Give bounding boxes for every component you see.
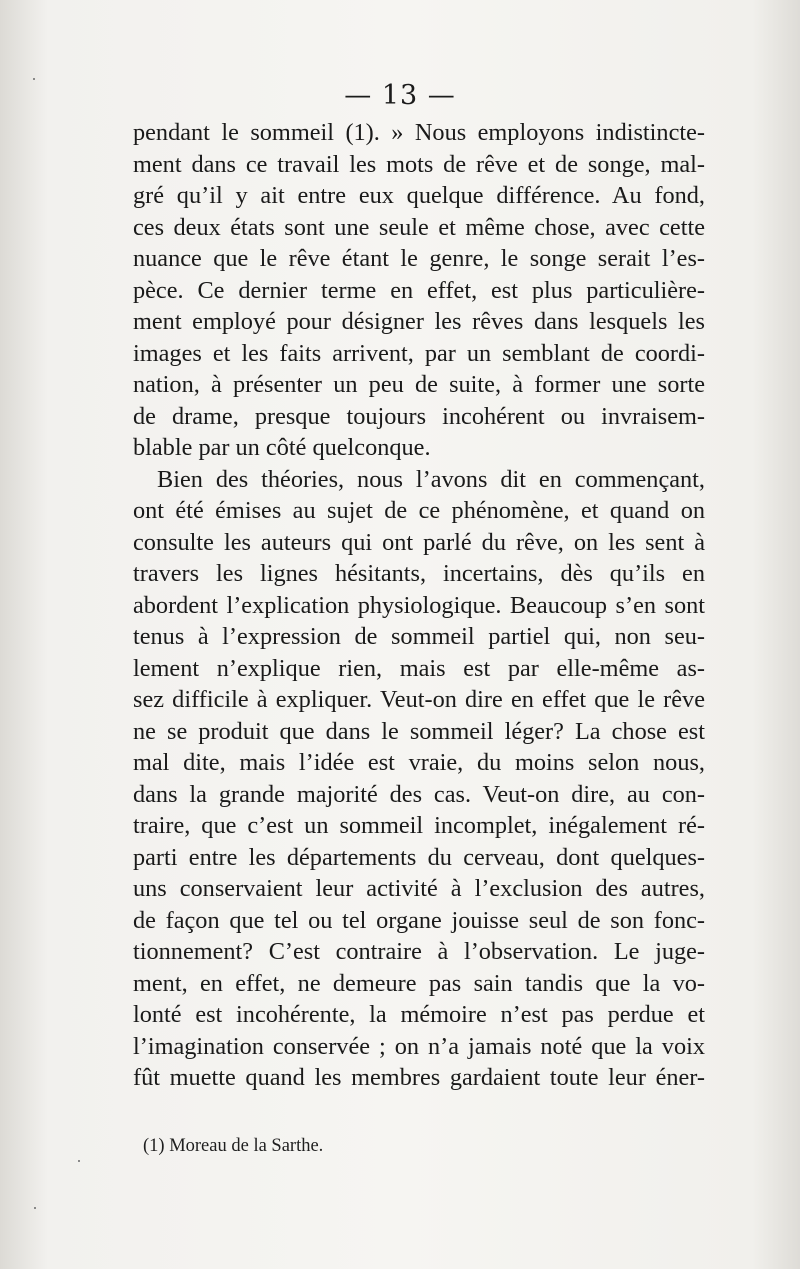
text-line: ment dans ce travail les mots de rêve et de songe, mal- <box>133 150 705 178</box>
text-line: travers les lignes hésitants, incertains, dès qu’ils en <box>133 560 705 587</box>
paper-speck <box>34 1207 36 1209</box>
text-line: tionnement? C’est contraire à l’observation. Le juge- <box>133 938 705 965</box>
text-line: mal dite, mais l’idée est vraie, du moins selon nous, <box>133 749 705 776</box>
text-line: fût muette quand les membres gardaient toute leur éner- <box>133 1064 705 1091</box>
text-line: traire, que c’est un sommeil incomplet, inégalement ré- <box>133 812 705 839</box>
text-line: ont été émises au sujet de ce phénomène, et quand on <box>133 497 705 524</box>
text-line: pendant le sommeil (1). » Nous employons indistincte- <box>133 119 705 146</box>
text-line: l’imagination conservée ; on n’a jamais noté que la voix <box>133 1032 705 1060</box>
text-line: de drame, presque toujours incohérent ou invraisem- <box>133 402 705 430</box>
text-line: pèce. Ce dernier terme en effet, est plus particulière- <box>133 276 705 304</box>
text-line: ment employé pour désigner les rêves dans lesquels les <box>133 308 705 335</box>
text-line: tenus à l’expression de sommeil partiel qui, non seu- <box>133 623 705 650</box>
text-line: nation, à présenter un peu de suite, à former une sorte <box>133 371 705 398</box>
text-line: lonté est incohérente, la mémoire n’est pas perdue et <box>133 1001 705 1028</box>
text-line: abordent l’explication physiologique. Beaucoup s’en sont <box>133 591 705 619</box>
text-line: ne se produit que dans le sommeil léger? La chose est <box>133 717 705 745</box>
paragraph-end-line: blable par un côté quelconque. <box>133 434 431 461</box>
text-line: uns conservaient leur activité à l’exclusion des autres, <box>133 875 705 902</box>
text-line: dans la grande majorité des cas. Veut-on dire, au con- <box>133 780 705 808</box>
text-line: ment, en effet, ne demeure pas sain tandis que la vo- <box>133 969 705 997</box>
paper-speck <box>33 78 35 80</box>
text-line: gré qu’il y ait entre eux quelque différence. Au fond, <box>133 182 705 209</box>
paper-speck <box>78 1160 80 1162</box>
footnote: (1) Moreau de la Sarthe. <box>143 1136 324 1156</box>
text-line: images et les faits arrivent, par un semblant de coordi- <box>133 339 705 367</box>
text-line: ces deux états sont une seule et même chose, avec cette <box>133 213 705 241</box>
text-line: consulte les auteurs qui ont parlé du rêve, on les sent à <box>133 528 705 556</box>
text-line: sez difficile à expliquer. Veut-on dire en effet que le rêve <box>133 686 705 713</box>
text-line: nuance que le rêve étant le genre, le songe serait l’es- <box>133 245 705 272</box>
text-line: lement n’explique rien, mais est par elle-même as- <box>133 654 705 682</box>
paragraph-start-line: Bien des théories, nous l’avons dit en commençant, <box>157 465 705 493</box>
page-number: — 13 — <box>344 80 456 111</box>
text-line: parti entre les départements du cerveau, dont quelques- <box>133 843 705 871</box>
text-line: de façon que tel ou tel organe jouisse seul de son fonc- <box>133 906 705 934</box>
body-text <box>133 117 705 1094</box>
